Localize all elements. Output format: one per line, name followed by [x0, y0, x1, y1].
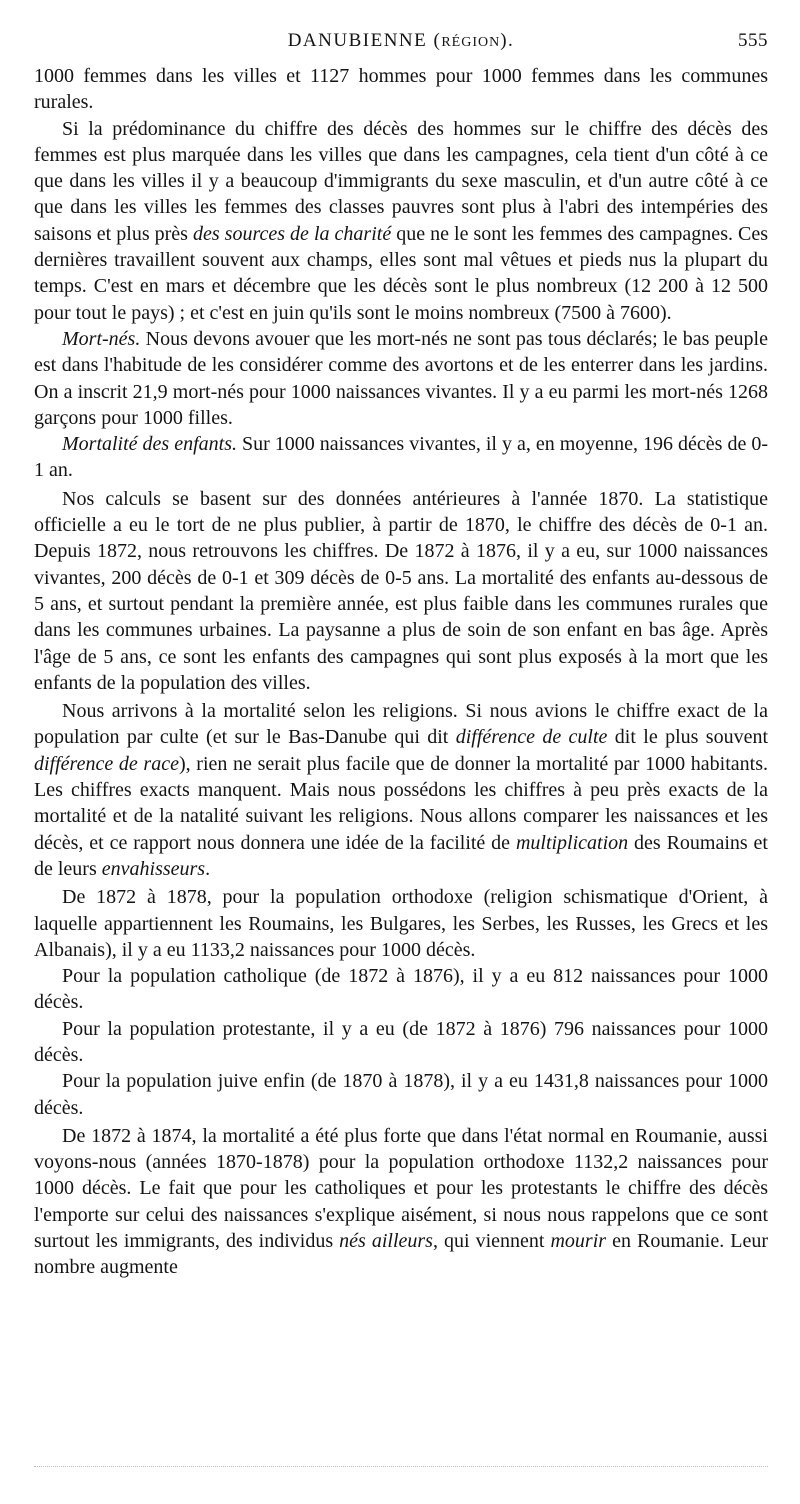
- running-title-smallcaps: RÉGION: [441, 35, 501, 50]
- text-run: des Roumains et de leurs: [34, 831, 768, 880]
- text-run: Pour la population protestante, il y a eu (de 1872 à 1876) 796 naissances pour 1000 décès.: [34, 1017, 768, 1066]
- text-run: Nous devons avouer que les mort-nés ne sont pas tous déclarés; le bas peuple est dans l'habitude de les considérer comme des avortons et de les enterrer dans les jardins. On a inscrit 21,9 mort-nés pour 1000 naissances vivantes. Il y a eu parmi les mort-nés 1268 garçons pour 1000 filles.: [34, 327, 768, 429]
- text-run: dit le plus souvent: [607, 726, 768, 749]
- paragraph: [34, 1123, 768, 1281]
- text-run: ), rien ne serait plus facile que de donner la mortalité par 1000 habitants. Les chiffres exacts manquent. Mais nous possédons les chiffres à peu près exacts de la mortalité et de la natalité suivant les religions. Nous allons comparer les naissances et les décès, et ce rapport nous donnera une idée de la facilité de: [34, 752, 768, 854]
- footer-rule: [34, 1466, 768, 1468]
- italic-run: envahisseurs: [101, 857, 206, 880]
- text-run: Nous arrivons à la mortalité selon les religions. Si nous avions le chiffre exact de la population par culte (et sur le Bas-Danube qui dit: [34, 700, 768, 749]
- italic-run: multiplication: [515, 831, 629, 854]
- paragraph: [34, 963, 768, 1016]
- paragraph: [34, 116, 768, 326]
- page-number: 555: [738, 30, 768, 51]
- text-run: que ne le sont les femmes des campagnes. Ces dernières travaillent souvent aux champs, elles sont mal vêtues et pieds nus la plupart du temps. C'est en mars et décembre que les décès sont le plus nombreux (12 200 à 12 500 pour tout le pays) ; et c'est en juin qu'ils sont le moins nombreux (7500 à 7600).: [34, 222, 768, 324]
- italic-run: nés ailleurs: [339, 1230, 433, 1253]
- italic-run: des sources de la charité: [192, 222, 392, 245]
- running-head: [34, 30, 768, 56]
- italic-run: Mort-nés.: [62, 327, 141, 350]
- text-run: , qui viennent: [432, 1230, 551, 1253]
- paragraph: [34, 486, 768, 696]
- text-run: .: [205, 857, 211, 880]
- paragraph: [34, 1016, 768, 1069]
- paragraph: [34, 326, 768, 431]
- text-run: De 1872 à 1878, pour la population orthodoxe (religion schismatique d'Orient, à laquelle appartiennent les Roumains, les Bulgares, les Serbes, les Russes, les Grecs et les Albanais), il y a eu 1133,2 naissances pour 1000 décès.: [34, 886, 768, 961]
- running-title: [34, 30, 768, 52]
- text-run: Pour la population catholique (de 1872 à 1876), il y a eu 812 naissances pour 1000 décès.: [34, 965, 768, 1014]
- text-run: Sur 1000 naissances vivantes, il y a, en moyenne, 196 décès de 0-1 an.: [34, 433, 769, 482]
- paragraph: [34, 431, 768, 484]
- italic-run: mourir: [550, 1230, 607, 1253]
- paragraph: [34, 698, 768, 882]
- running-title-main: DANUBIENNE (: [287, 30, 442, 51]
- paragraph: [34, 63, 768, 116]
- text-run: Nos calculs se basent sur des données antérieures à l'année 1870. La statistique officielle a eu le tort de ne plus publier, à partir de 1870, le chiffre des décès de 0-1 an. Depuis 1872, nous retrouvons les chiffres. De 1872 à 1876, il y a eu, sur 1000 naissances vivantes, 200 décès de 0-1 et 309 décès de 0-5 ans. La mortalité des enfants au-dessous de 5 ans, et surtout pendant la première année, est plus faible dans les communes rurales que dans les communes urbaines. La paysanne a plus de soin de son enfant en bas âge. Après l'âge de 5 ans, ce sont les enfants des campagnes qui sont plus exposés à la mort que les enfants de la population des villes.: [34, 487, 768, 694]
- paragraph: [34, 884, 768, 963]
- italic-run: Mortalité des enfants.: [62, 433, 237, 456]
- text-run: Si la prédominance du chiffre des décès des hommes sur le chiffre des décès des femmes est plus marquée dans les villes que dans les campagnes, cela tient d'un côté à ce que dans les villes il y a beaucoup d'immigrants du sexe masculin, et d'un autre côté à ce que dans les villes les femmes des classes pauvres sont plus à l'abri des intempéries des saisons et plus près: [34, 117, 768, 245]
- text-run: Pour la population juive enfin (de 1870 à 1878), il y a eu 1431,8 naissances pour 1000 décès.: [34, 1070, 768, 1119]
- text-run: 1000 femmes dans les villes et 1127 hommes pour 1000 femmes dans les communes rurales.: [34, 65, 768, 114]
- running-title-close: ).: [500, 30, 515, 51]
- italic-run: différence de culte: [455, 726, 608, 749]
- body-text: [34, 63, 768, 1281]
- text-run: en Roumanie. Leur nombre augmente: [34, 1230, 768, 1279]
- italic-run: différence de race: [34, 752, 179, 775]
- text-run: De 1872 à 1874, la mortalité a été plus forte que dans l'état normal en Roumanie, aussi voyons-nous (années 1870-1878) pour la population orthodoxe 1132,2 naissances pour 1000 décès. Le fait que pour les catholiques et pour les protestants le chiffre des décès l'emporte sur celui des naissances s'explique aisément, si nous nous rappelons que ce sont surtout les immigrants, des individus: [34, 1124, 768, 1253]
- paragraph: [34, 1068, 768, 1121]
